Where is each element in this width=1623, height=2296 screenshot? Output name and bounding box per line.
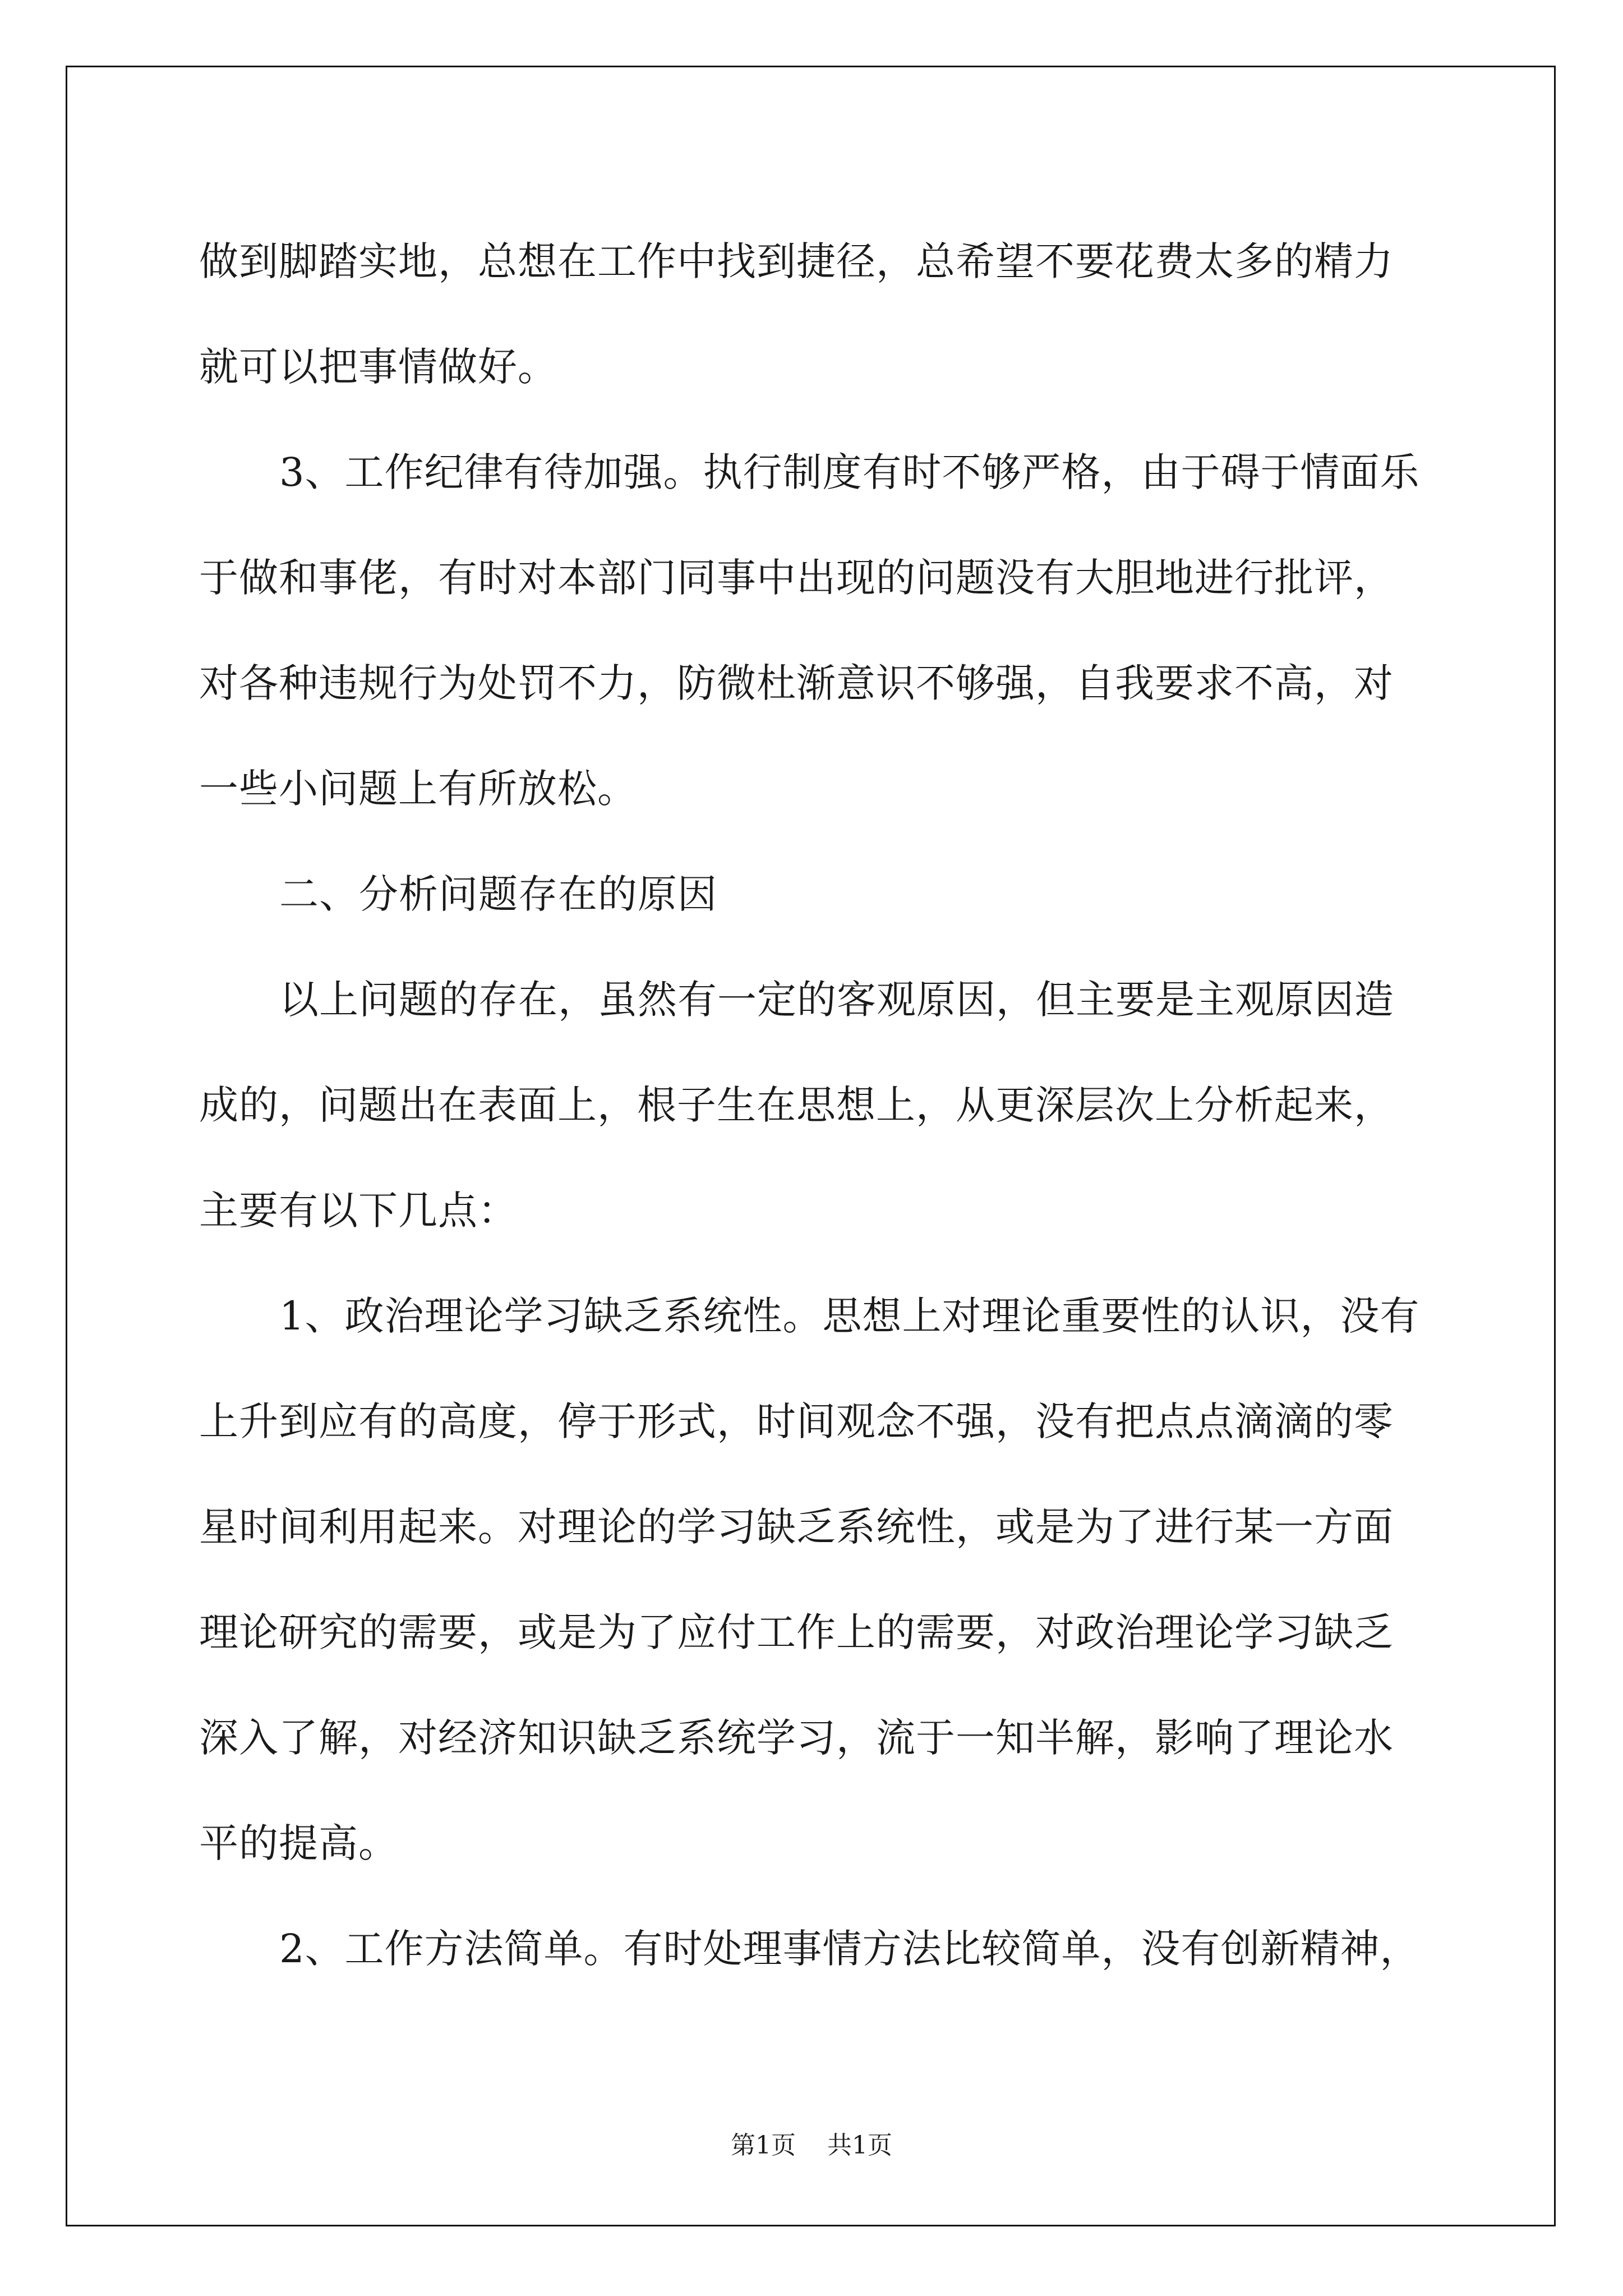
page-footer [0,2125,1623,2161]
text-line: 1、政治理论学习缺乏系统性。思想上对理论重要性的认识，没有 [279,1293,1420,1339]
document-body [199,209,1433,2001]
page-total: 共1页 [827,2131,892,2160]
text-line: 上升到应有的高度，停于形式，时间观念不强，没有把点点滴滴的零 [199,1398,1394,1444]
text-line: 就可以把事情做好。 [199,344,557,390]
text-line: 平的提高。 [199,1820,398,1866]
text-line: 对各种违规行为处罚不力，防微杜渐意识不够强，自我要求不高，对 [199,660,1394,706]
text-line: 主要有以下几点： [199,1188,518,1234]
text-line: 以上问题的存在，虽然有一定的客观原因，但主要是主观原因造 [279,977,1394,1023]
text-line: 星时间利用起来。对理论的学习缺乏系统性，或是为了进行某一方面 [199,1504,1394,1550]
page-number: 第1页 [731,2131,796,2160]
text-line: 深入了解，对经济知识缺乏系统学习，流于一知半解，影响了理论水 [199,1715,1394,1761]
text-line: 成的，问题出在表面上，根子生在思想上，从更深层次上分析起来， [199,1082,1394,1128]
text-line: 做到脚踏实地，总想在工作中找到捷径，总希望不要花费太多的精力 [199,238,1394,284]
section-heading: 二、分析问题存在的原因 [279,871,717,917]
text-line: 理论研究的需要，或是为了应付工作上的需要，对政治理论学习缺乏 [199,1609,1394,1655]
text-line: 于做和事佬，有时对本部门同事中出现的问题没有大胆地进行批评， [199,555,1394,601]
text-line: 2、工作方法简单。有时处理事情方法比较简单，没有创新精神， [279,1926,1420,1972]
text-line: 3、工作纪律有待加强。执行制度有时不够严格，由于碍于情面乐 [279,449,1420,495]
text-line: 一些小问题上有所放松。 [199,766,637,812]
